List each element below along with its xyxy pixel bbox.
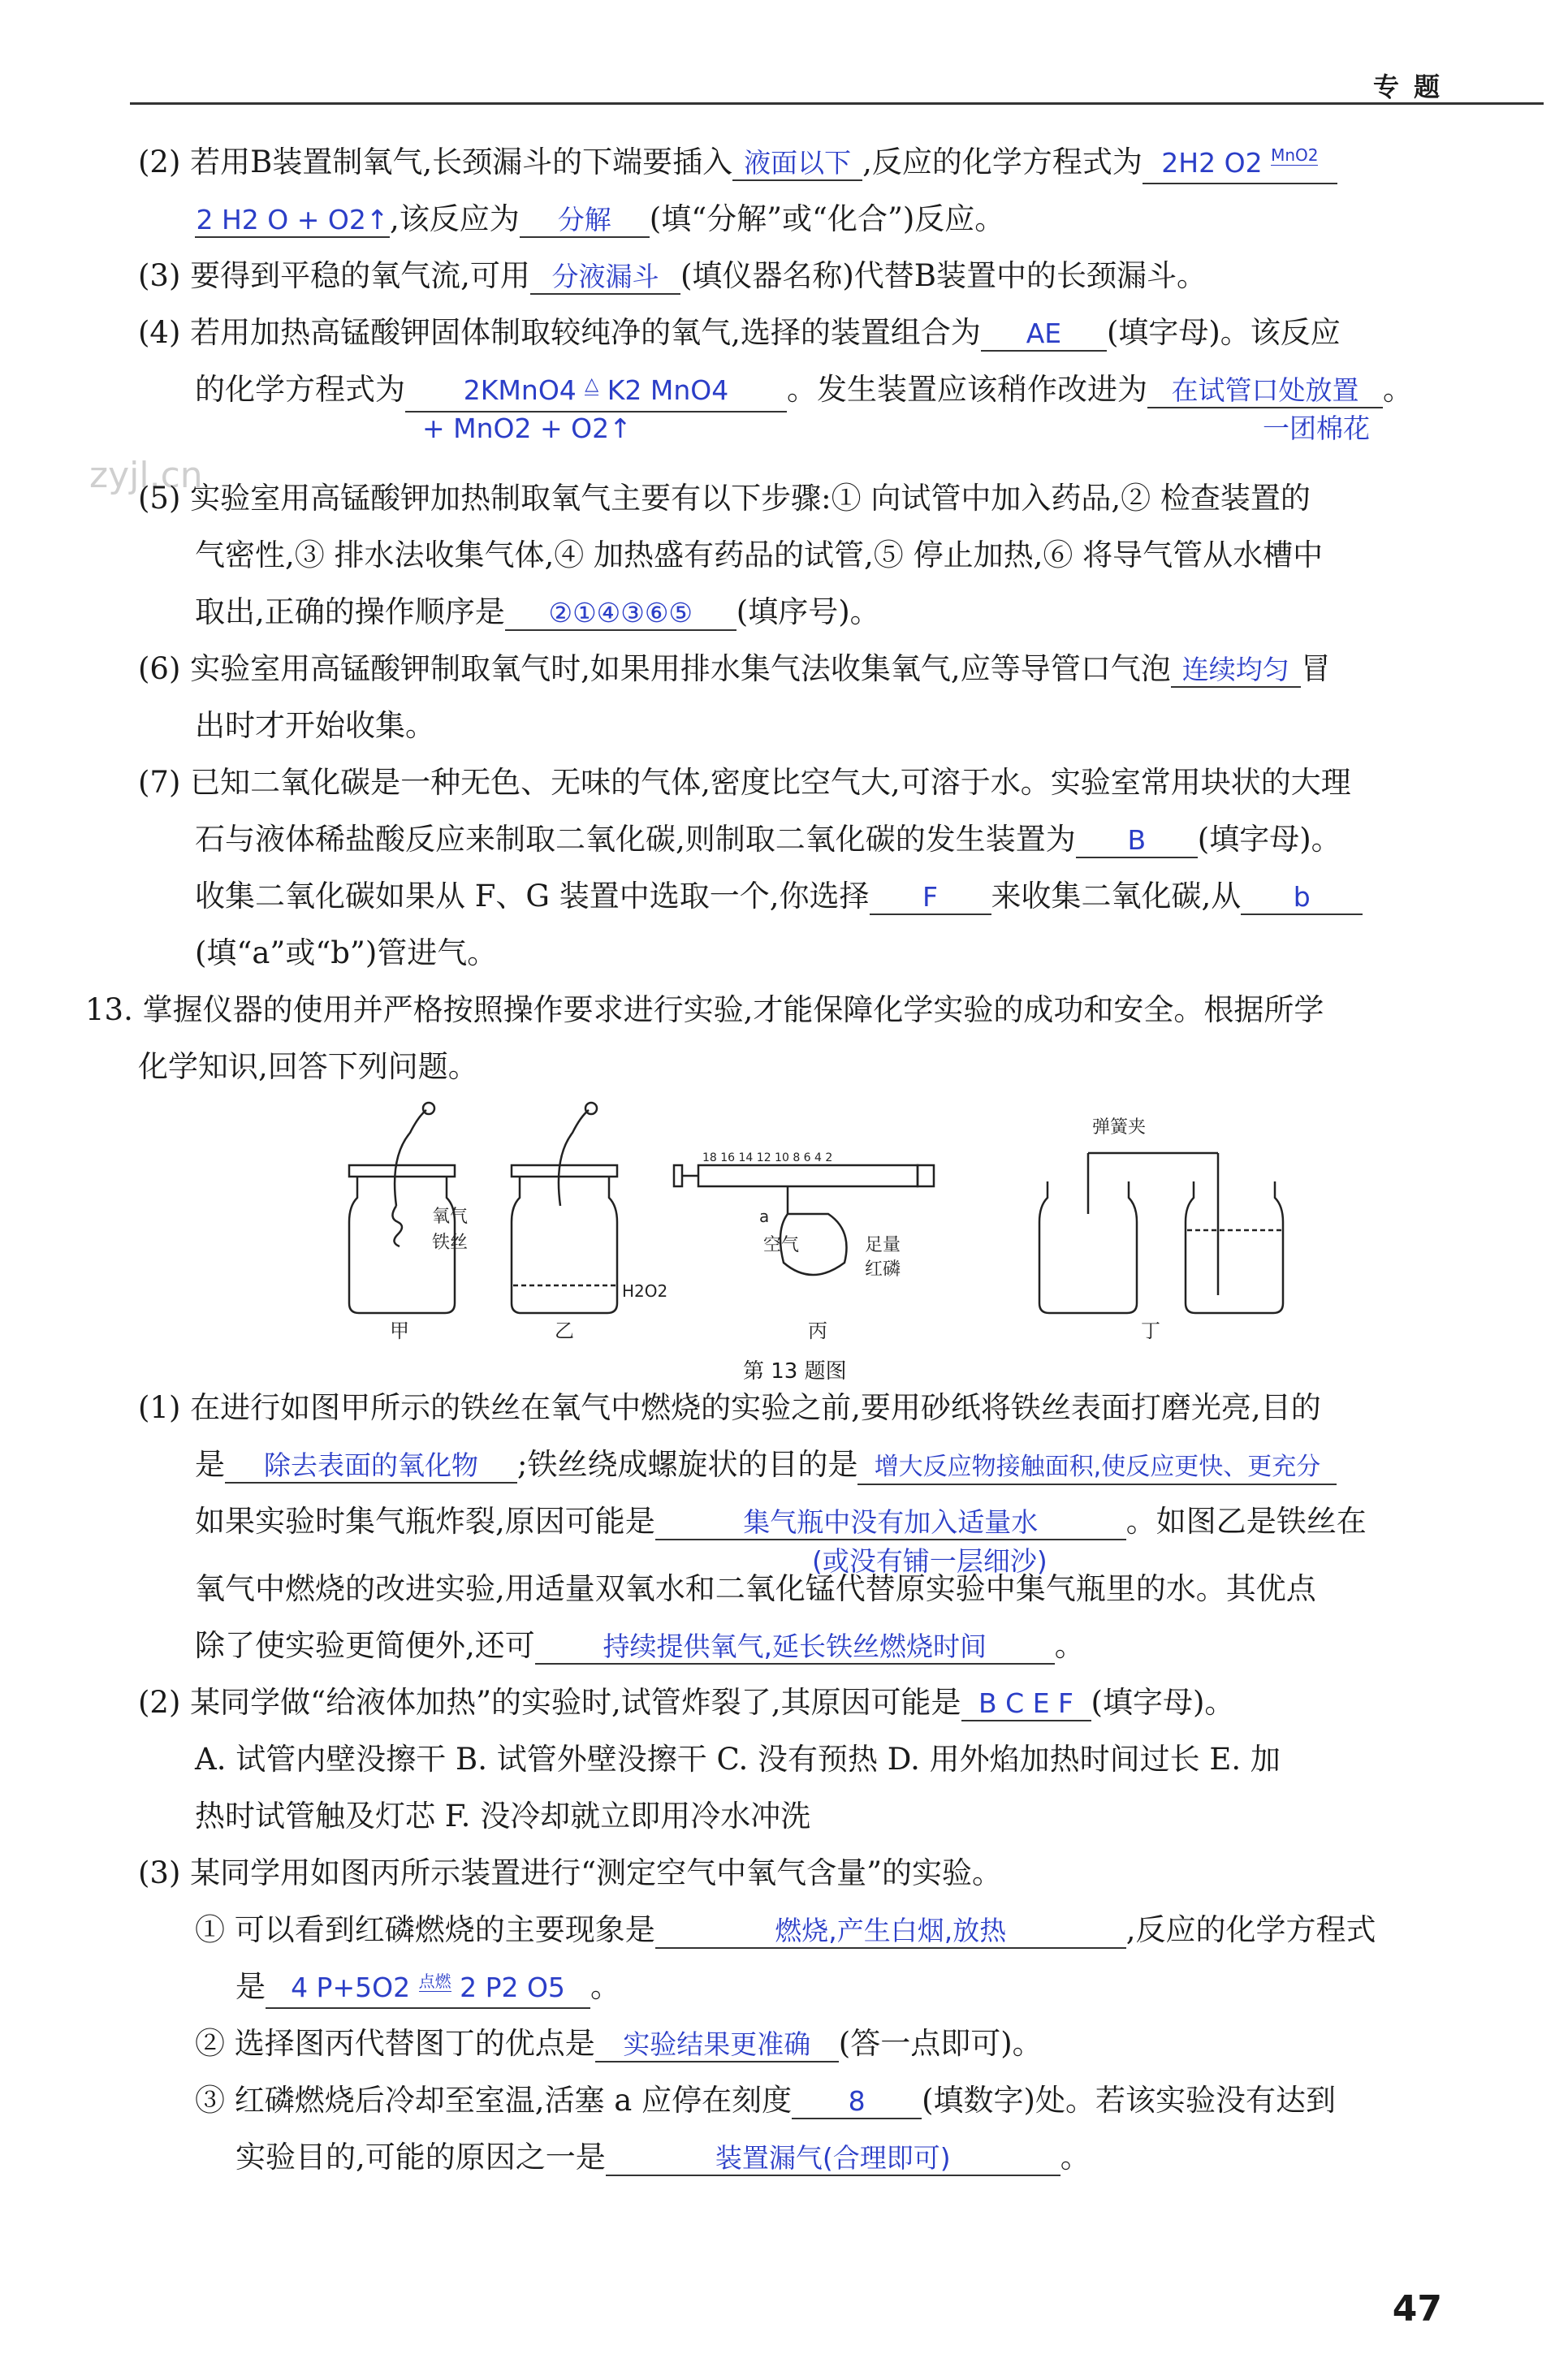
q13-p1-line1: (1) 在进行如图甲所示的铁丝在氧气中燃烧的实验之前,要用砂纸将铁丝表面打磨光亮,目的 (138, 1390, 1321, 1425)
answer-blank[interactable]: AE (981, 317, 1107, 352)
q12-p5-line1: (5) 实验室用高锰酸钾加热制取氧气主要有以下步骤:① 向试管中加入药品,② 检查装置的 (138, 481, 1311, 516)
label-scale: 18 16 14 12 10 8 6 4 2 (702, 1151, 833, 1164)
answer-blank[interactable]: b (1241, 881, 1363, 915)
label-jia: 甲 (390, 1320, 409, 1342)
header-rule (130, 102, 1544, 105)
label-a: a (759, 1207, 770, 1226)
equation-blank: 4 P+5O2 $^{点燃}$ 2 P2 O5 (266, 1972, 590, 2009)
q13-stem1: 13. 掌握仪器的使用并严格按照操作要求进行实验,才能保障化学实验的成功和安全。根据所学 (85, 992, 1324, 1027)
q12-p2-line1: (2) 若用B装置制氧气,长颈漏斗的下端要插入 液面以下 ,反应的化学方程式为 2H2 O2 $^{MnO2}$ (138, 145, 1337, 184)
answer-blank[interactable]: ②①④③⑥⑤ (505, 597, 736, 631)
answer-blank[interactable]: 燃烧,产生白烟,放热 (655, 1915, 1126, 1949)
answer-blank[interactable]: B C E F (961, 1687, 1091, 1721)
answer-blank[interactable]: 分解 (520, 204, 650, 238)
answer-blank[interactable]: 持续提供氧气,延长铁丝燃烧时间 (535, 1631, 1055, 1665)
q12-p6-line2: 出时才开始收集。 (195, 708, 435, 743)
q13-p1-line3: 如果实验时集气瓶炸裂,原因可能是 集气瓶中没有加入适量水 。如图乙是铁丝在 (195, 1504, 1367, 1539)
q13-p1-line4: 氧气中燃烧的改进实验,用适量双氧水和二氧化锰代替原实验中集气瓶里的水。其优点 (195, 1571, 1316, 1606)
q13-p1-line5: 除了使实验更简便外,还可 持续提供氧气,延长铁丝燃烧时间 。 (195, 1628, 1085, 1663)
q13-p2-line1: (2) 某同学做“给液体加热”的实验时,试管炸裂了,其原因可能是 B C E F (填字母)。 (138, 1685, 1235, 1720)
label-bing: 丙 (808, 1320, 827, 1342)
q13-p1-line2: 是 除去表面的氧化物 ;铁丝绕成螺旋状的目的是 增大反应物接触面积,使反应更快、更充分 (195, 1447, 1337, 1485)
label-h2o2: H2O2 (622, 1281, 668, 1301)
answer-blank[interactable]: 装置漏气(合理即可) (606, 2142, 1060, 2176)
label-phos1: 足量 (865, 1235, 901, 1255)
answer-blank[interactable]: 集气瓶中没有加入适量水 (655, 1506, 1126, 1540)
q13-p3-s2: ② 选择图丙代替图丁的优点是 实验结果更准确 (答一点即可)。 (195, 2026, 1043, 2061)
q12-p4-eq-cont: + MnO2 + O2↑ (422, 412, 632, 444)
q13-p3-s3-line1: ③ 红磷燃烧后冷却至室温,活塞 a 应停在刻度 8 (填数字)处。若该实验没有达到 (195, 2083, 1336, 2118)
q13-stem2: 化学知识,回答下列问题。 (138, 1049, 478, 1084)
figure-13 (325, 1100, 1315, 1352)
answer-blank[interactable]: 分液漏斗 (530, 261, 680, 295)
answer-blank[interactable]: B (1076, 824, 1198, 858)
label-ding: 丁 (1141, 1320, 1160, 1342)
q12-p7-line3: 收集二氧化碳如果从 F、G 装置中选取一个,你选择 F 来收集二氧化碳,从 b (195, 879, 1363, 915)
q12-p5-line3: 取出,正确的操作顺序是 ②①④③⑥⑤ (填序号)。 (195, 594, 880, 629)
apparatus-yi (512, 1103, 617, 1313)
q12-p7-line1: (7) 已知二氧化碳是一种无色、无味的气体,密度比空气大,可溶于水。实验室常用块状的大理 (138, 765, 1351, 800)
equation-blank: 2 H2 O + O2↑ (195, 204, 390, 238)
page-number: 47 (1392, 2288, 1442, 2330)
label-phos2: 红磷 (865, 1259, 901, 1280)
equation-blank: 2KMnO4 △ K2 MnO4 (405, 374, 787, 412)
q12-p7-line4: (填“a”或“b”)管进气。 (195, 935, 498, 970)
label-clip: 弹簧夹 (1092, 1117, 1147, 1138)
apparatus-bing (674, 1165, 934, 1275)
q12-p2-line2: 2 H2 O + O2↑,该反应为 分解 (填“分解”或“化合”)反应。 (196, 201, 1005, 236)
q13-p3-s1-line1: ① 可以看到红磷燃烧的主要现象是 燃烧,产生白烟,放热 ,反应的化学方程式 (195, 1912, 1376, 1947)
answer-blank[interactable]: 除去表面的氧化物 (225, 1449, 517, 1484)
q13-p3-line1: (3) 某同学用如图丙所示装置进行“测定空气中氧气含量”的实验。 (138, 1855, 1003, 1890)
answer-blank[interactable]: 连续均匀 (1171, 654, 1301, 688)
q12-p7-line2: 石与液体稀盐酸反应来制取二氧化碳,则制取二氧化碳的发生装置为 B (填字母)。 (195, 822, 1341, 857)
q13-p2-options1: A. 试管内壁没擦干 B. 试管外壁没擦干 C. 没有预热 D. 用外焰加热时间过长 E. 加 (195, 1742, 1281, 1777)
answer-blank[interactable]: 液面以下 (732, 147, 862, 181)
equation-blank: 2H2 O2 $^{MnO2}$ (1143, 147, 1337, 184)
q12-p4-ans-cont: 一团棉花 (1263, 412, 1370, 444)
q12-p5-line2: 气密性,③ 排水法收集气体,④ 加热盛有药品的试管,⑤ 停止加热,⑥ 将导气管从水槽中 (195, 538, 1324, 572)
q13-p3-s3-line2: 实验目的,可能的原因之一是 装置漏气(合理即可) 。 (235, 2140, 1091, 2175)
q12-p3-line: (3) 要得到平稳的氧气流,可用 分液漏斗 (填仪器名称)代替B装置中的长颈漏斗。 (138, 258, 1207, 293)
label-iron: 铁丝 (432, 1233, 469, 1253)
figure-caption: 第 13 题图 (743, 1359, 847, 1384)
q13-p3-s1-line2: 是 4 P+5O2 $^{点燃}$ 2 P2 O5 。 (235, 1969, 620, 2009)
q12-p4-line1: (4) 若用加热高锰酸钾固体制取较纯净的氧气,选择的装置组合为 AE (填字母)。该反应 (138, 315, 1341, 350)
q12-p6-line1: (6) 实验室用高锰酸钾制取氧气时,如果用排水集气法收集氧气,应等导管口气泡 连续均匀 冒 (138, 651, 1331, 686)
answer-blank[interactable]: F (870, 881, 991, 915)
section-title: 专题 (1372, 71, 1454, 102)
label-yi: 乙 (555, 1320, 574, 1342)
label-air: 空气 (763, 1235, 800, 1255)
watermark: zyjl.cn (89, 455, 203, 496)
q12-p4-line2: 的化学方程式为 2KMnO4 △ K2 MnO4 。发生装置应该稍作改进为 在试管口处放置 。 (195, 372, 1413, 412)
q13-p2-options2: 热时试管触及灯芯 F. 没冷却就立即用冷水冲洗 (195, 1799, 811, 1834)
answer-blank[interactable]: 增大反应物接触面积,使反应更快、更充分 (857, 1451, 1337, 1485)
answer-blank[interactable]: 8 (792, 2085, 922, 2119)
q13-p1-ans-cont: (或没有铺一层细沙) (812, 1545, 1047, 1577)
apparatus-ding (1039, 1153, 1283, 1313)
label-oxygen: 氧气 (432, 1207, 469, 1227)
answer-blank[interactable]: 实验结果更准确 (595, 2028, 839, 2062)
answer-blank[interactable]: 在试管口处放置 (1147, 374, 1383, 408)
